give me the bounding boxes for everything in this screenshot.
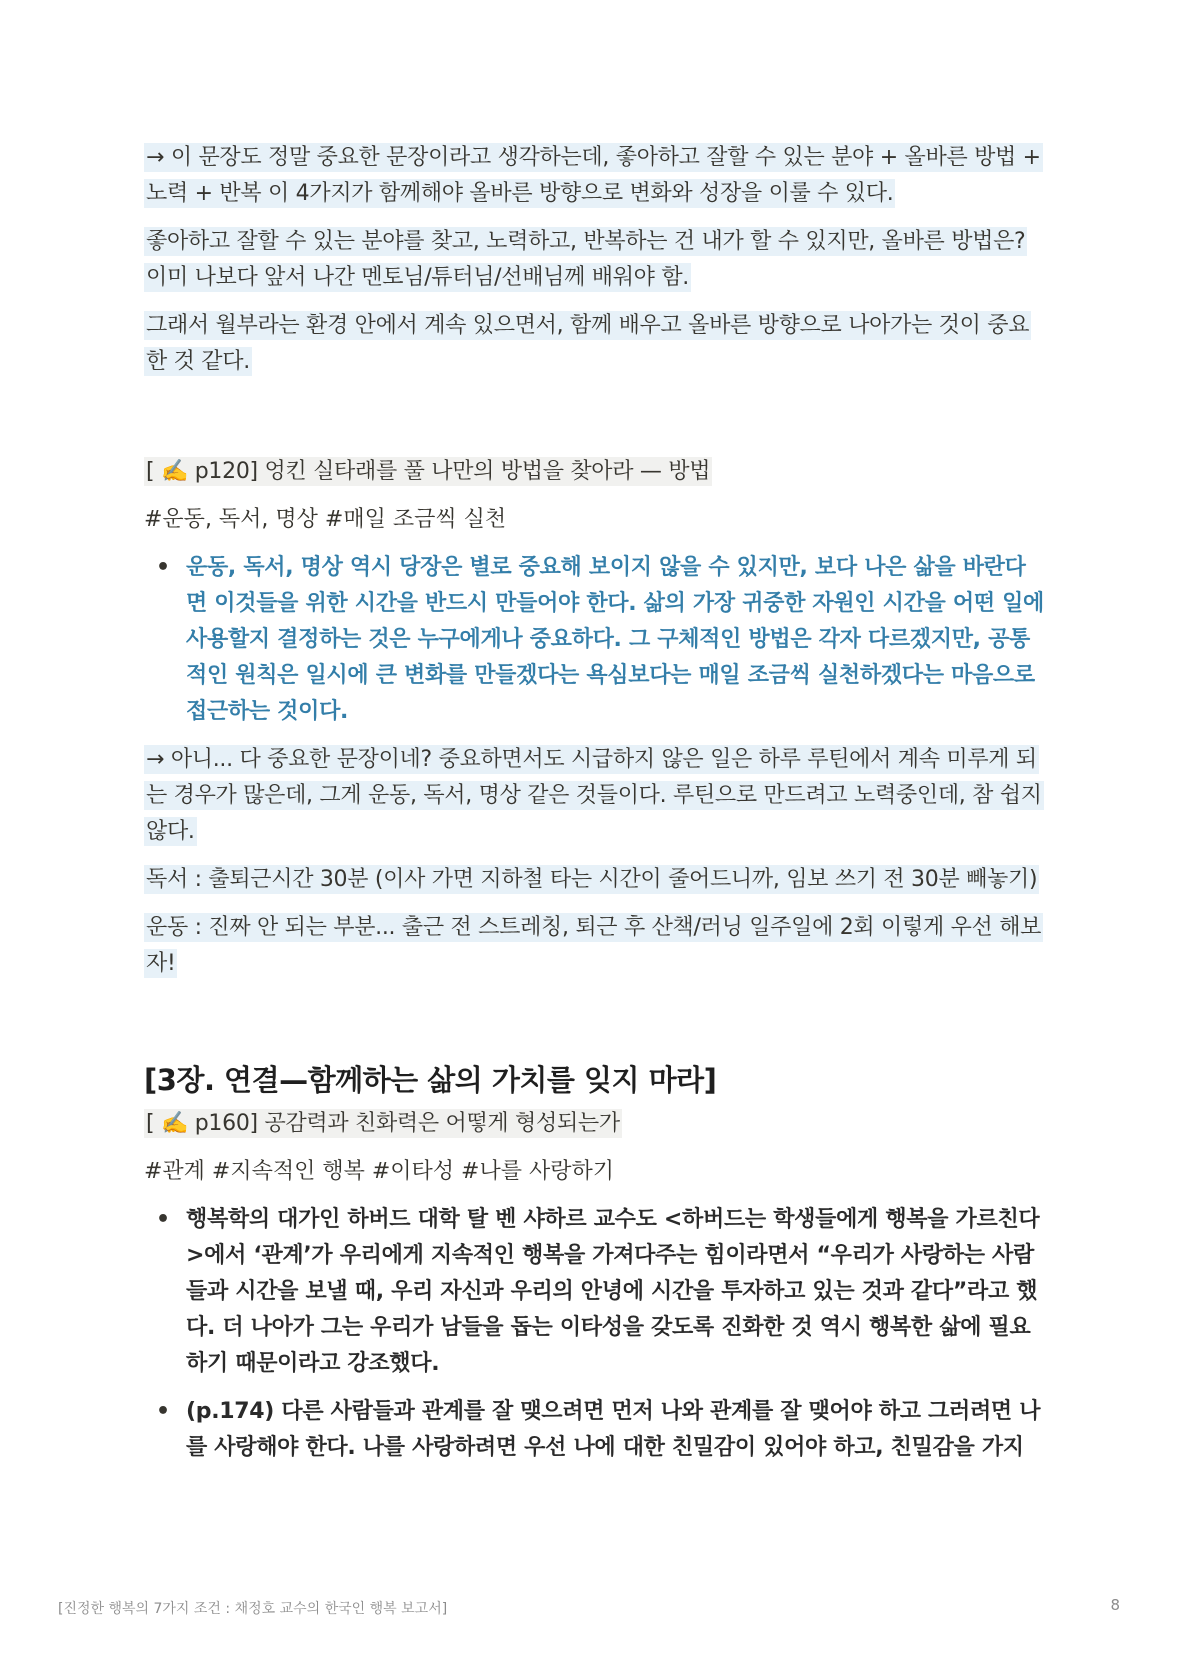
quote-list [144,550,1044,730]
highlighted-text: 그래서 월부라는 환경 안에서 계속 있으면서, 함께 배우고 올바른 방향으로 나아가는 것이 중요한 것 같다. [146,313,1030,374]
book-quote [144,550,1044,730]
bullet-icon: • [156,555,170,580]
page-content [144,140,1044,1478]
quote-text: 행복학의 대가인 하버드 대학 탈 벤 샤하르 교수도 <하버드는 학생들에게 행복을 가르친다>에서 ‘관계’가 우리에게 지속적인 행복을 가져다주는 힘이라면서 “우리가 사랑하는 사람들과 시간을 보낼 때, 우리 자신과 우리의 안녕에 시간을 투자하고 있는 것과 같다”라고 했다. 더 나아가 그는 우리가 남들을 돕는 이타성을 갖도록 진화한 것 역시 행복한 삶에 필요하기 때문이라고 강조했다. [186,1207,1040,1376]
highlighted-text: → 아니... 다 중요한 문장이네? 중요하면서도 시급하지 않은 일은 하루 루틴에서 계속 미루게 되는 경우가 많은데, 그게 운동, 독서, 명상 같은 것들이다. 루틴으로 만드려고 노력중인데, 참 쉽지 않다. [146,747,1042,844]
callout-text: [ ✍️ p160] 공감력과 친화력은 어떻게 형성되는가 [146,1111,620,1136]
reflection-paragraph [144,224,1044,296]
reflection-paragraph [144,910,1044,982]
callout-text: [ ✍️ p120] 엉킨 실타래를 풀 나만의 방법을 찾아라 — 방법 [146,459,711,484]
hashtags: #운동, 독서, 명상 #매일 조금씩 실천 [144,507,507,532]
reflection-paragraph [144,140,1044,212]
page-callout [144,454,1044,490]
reflection-paragraph [144,862,1044,898]
page-number: 8 [1110,1596,1120,1614]
chapter-heading: [3장. 연결—함께하는 삶의 가치를 잊지 마라] [144,1063,717,1097]
footer-title: [진정한 행복의 7가지 조건 : 채정호 교수의 한국인 행복 보고서] [58,1601,448,1617]
spacer [144,994,1044,1060]
reflection-paragraph [144,742,1044,850]
bullet-icon: • [156,1207,170,1232]
book-quote [144,1202,1044,1382]
spacer [144,392,1044,454]
book-quote [144,1394,1044,1466]
highlighted-text: 좋아하고 잘할 수 있는 분야를 찾고, 노력하고, 반복하는 건 내가 할 수 있지만, 올바른 방법은? 이미 나보다 앞서 나간 멘토님/튜터님/선배님께 배워야 함. [146,229,1026,290]
bullet-icon: • [156,1399,170,1424]
page-callout [144,1106,1044,1142]
highlighted-text: → 이 문장도 정말 중요한 문장이라고 생각하는데, 좋아하고 잘할 수 있는 분야 + 올바른 방법 + 노력 + 반복 이 4가지가 함께해야 올바른 방향으로 변화와 성장을 이룰 수 있다. [146,145,1041,206]
hashtags: #관계 #지속적인 행복 #이타성 #나를 사랑하기 [144,1159,614,1184]
quote-list [144,1202,1044,1466]
quote-text: 운동, 독서, 명상 역시 당장은 별로 중요해 보이지 않을 수 있지만, 보다 나은 삶을 바란다면 이것들을 위한 시간을 반드시 만들어야 한다. 삶의 가장 귀중한 자원인 시간을 어떤 일에 사용할지 결정하는 것은 누구에게나 중요하다. 그 구체적인 방법은 각자 다르겠지만, 공통적인 원칙은 일시에 큰 변화를 만들겠다는 욕심보다는 매일 조금씩 실천하겠다는 마음으로 접근하는 것이다. [186,555,1045,724]
highlighted-text: 독서 : 출퇴근시간 30분 (이사 가면 지하철 타는 시간이 줄어드니까, 임보 쓰기 전 30분 빼놓기) [146,867,1038,892]
reflection-paragraph [144,308,1044,380]
highlighted-text: 운동 : 진짜 안 되는 부분... 출근 전 스트레칭, 퇴근 후 산책/러닝 일주일에 2회 이렇게 우선 해보자! [146,915,1042,976]
quote-text: (p.174) 다른 사람들과 관계를 잘 맺으려면 먼저 나와 관계를 잘 맺어야 하고 그러려면 나를 사랑해야 한다. 나를 사랑하려면 우선 나에 대한 친밀감이 있어야 하고, 친밀감을 가지 [186,1399,1041,1460]
